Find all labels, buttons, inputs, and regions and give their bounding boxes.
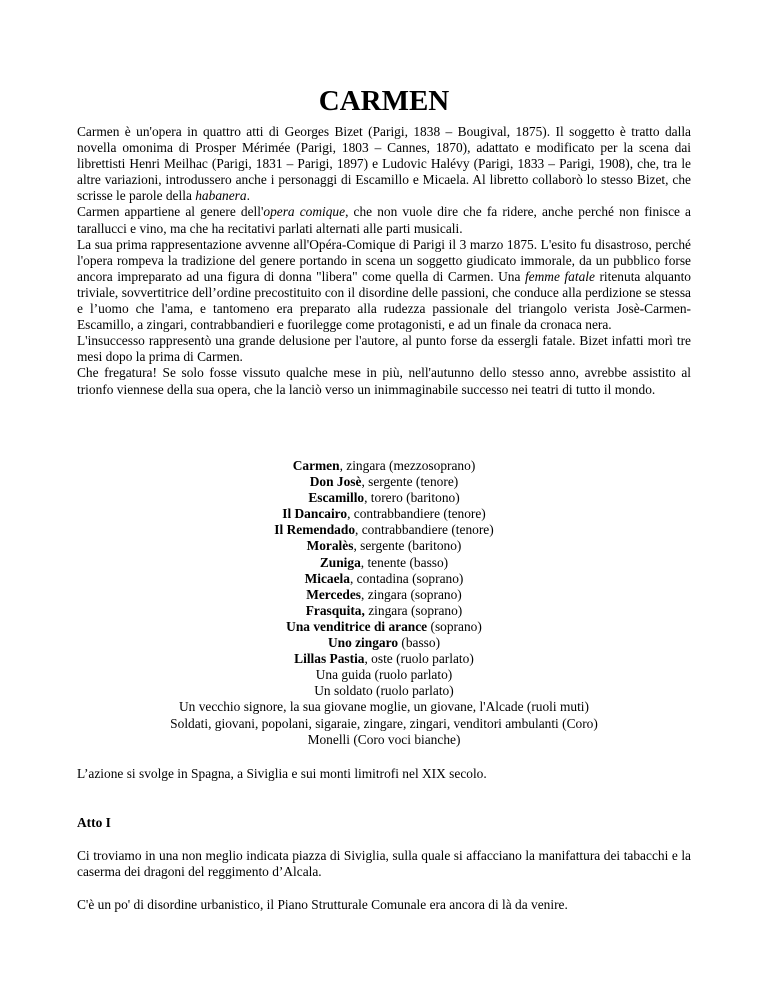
cast-member <box>77 732 691 748</box>
cast-name: Il Remendado <box>274 522 356 538</box>
cast-role: Una guida (ruolo parlato) <box>315 667 453 683</box>
cast-role: Soldati, giovani, popolani, sigaraie, zingare, zingari, venditori ambulanti (Coro) <box>170 715 598 731</box>
cast-list <box>77 458 691 748</box>
text-run: , che non vuole dire che fa ridere, anche perché non finisce a tarallucci e vino, ma che ha recitativi parlati alternati alle parti musicali. <box>77 204 691 236</box>
cast-name: Frasquita, <box>305 602 365 618</box>
cast-role: , contadina (soprano) <box>349 570 464 586</box>
cast-role: , sergente (tenore) <box>361 474 459 490</box>
cast-member <box>77 538 691 554</box>
text-run: La sua prima rappresentazione avvenne all'Opéra-Comique di Parigi il 3 marzo 1875. L'esito fu disastroso, perché l'opera rompeva la tradizione del genere portando in scena un soggetto giudicato immorale, da un pubblico forse ancora impreparato ad una figura di donna "libera" come quella di Carmen. Una <box>77 236 691 284</box>
cast-member <box>77 603 691 619</box>
cast-name: Una venditrice di arance <box>286 618 428 634</box>
cast-name: Carmen <box>292 458 340 473</box>
cast-member <box>77 716 691 732</box>
cast-member <box>77 699 691 715</box>
cast-name: Escamillo <box>308 490 365 506</box>
cast-name: Lillas Pastia <box>294 651 365 667</box>
cast-role: (soprano) <box>427 618 482 634</box>
intro-paragraph <box>77 124 691 204</box>
cast-role: , contrabbandiere (tenore) <box>347 506 486 522</box>
text-run: Carmen appartiene al genere dell' <box>77 204 264 220</box>
cast-name: Uno zingaro <box>327 635 399 651</box>
cast-role: Monelli (Coro voci bianche) <box>307 731 461 747</box>
italic-term: opera comique <box>263 204 346 220</box>
cast-role: , oste (ruolo parlato) <box>364 651 474 667</box>
cast-member <box>77 506 691 522</box>
cast-member <box>77 571 691 587</box>
cast-role: Un soldato (ruolo parlato) <box>314 683 454 699</box>
cast-member <box>77 667 691 683</box>
document-title: CARMEN <box>318 85 450 117</box>
cast-member <box>77 683 691 699</box>
cast-role: , torero (baritono) <box>364 490 460 506</box>
cast-name: Mercedes <box>306 586 361 602</box>
italic-term: habanera <box>195 188 247 204</box>
cast-role: , zingara (mezzosoprano) <box>339 458 476 473</box>
text-run: L'insuccesso rappresentò una grande delusione per l'autore, al punto forse da essergli fatale. Bizet infatti morì tre mesi dopo la prima di Carmen. <box>77 333 691 365</box>
cast-name: Moralès <box>306 538 354 554</box>
cast-member <box>77 474 691 490</box>
text-run: ritenuta alquanto triviale, sovvertitrice dell’ordine precostituito con il disordine delle passioni, che conduce alla perdizione se stessa e l’uomo che l'ama, e tantomeno era preparato alla rudezza passionale del triangolo verista Josè-Carmen-Escamillo, a zingari, contrabbandieri e fuorilegge come protagonisti, e ad un finale da cronaca nera. <box>77 268 692 333</box>
cast-role: , sergente (baritono) <box>353 538 462 554</box>
cast-member <box>77 587 691 603</box>
text-run: Carmen è un'opera in quattro atti di Georges Bizet (Parigi, 1838 – Bougival, 1875). Il soggetto è tratto dalla novella omonima di Prosper Mérimée (Parigi, 1803 – Cannes, 1870), adattato e modificato per la scena dai librettisti Henri Meilhac (Parigi, 1831 – Parigi, 1897) e Ludovic Halévy (Parigi, 1833 – Parigi, 1908), che, tra le altre variazioni, introdussero anche i personaggi di Escamillo e Micaela. Al libretto collaborò lo stesso Bizet, che scrisse le parole della <box>77 124 691 204</box>
cast-role: , tenente (basso) <box>360 554 449 570</box>
cast-role: , zingara (soprano) <box>361 586 462 602</box>
cast-name: Micaela <box>304 570 350 586</box>
text-run: Che fregatura! Se solo fosse vissuto qualche mese in più, nell'autunno dello stesso anno, avrebbe assistito al trionfo viennese della sua opera, che la lanciò verso un inimmaginabile successo nei teatri di tutto il mondo. <box>77 365 691 397</box>
intro-paragraph <box>77 365 691 397</box>
intro-section <box>77 124 691 398</box>
cast-role: (basso) <box>398 635 441 651</box>
cast-role: Un vecchio signore, la sua giovane moglie, un giovane, l'Alcade (ruoli muti) <box>179 699 589 715</box>
cast-name: Il Dancairo <box>282 506 348 522</box>
setting-paragraph: L’azione si svolge in Spagna, a Siviglia e sui monti limitrofi nel XIX secolo. <box>77 766 487 781</box>
intro-paragraph <box>77 237 691 334</box>
cast-member <box>77 522 691 538</box>
act-paragraph: C'è un po' di disordine urbanistico, il Piano Strutturale Comunale era ancora di là da venire. <box>77 897 568 912</box>
cast-member <box>77 619 691 635</box>
act-paragraph: Ci troviamo in una non meglio indicata piazza di Siviglia, sulla quale si affacciano la manifattura dei tabacchi e la caserma dei dragoni del reggimento d’Alcala. <box>77 848 691 880</box>
cast-role: zingara (soprano) <box>364 602 463 618</box>
italic-term: femme fatale <box>524 268 595 284</box>
cast-role: , contrabbandiere (tenore) <box>355 522 494 538</box>
cast-member <box>77 555 691 571</box>
cast-member <box>77 490 691 506</box>
cast-member <box>77 635 691 651</box>
cast-member <box>77 651 691 667</box>
text-run: . <box>246 188 250 204</box>
cast-member <box>77 458 691 474</box>
cast-name: Don Josè <box>309 474 362 490</box>
intro-paragraph <box>77 333 691 365</box>
act-heading: Atto I <box>77 815 111 830</box>
cast-name: Zuniga <box>319 554 361 570</box>
intro-paragraph <box>77 204 691 236</box>
